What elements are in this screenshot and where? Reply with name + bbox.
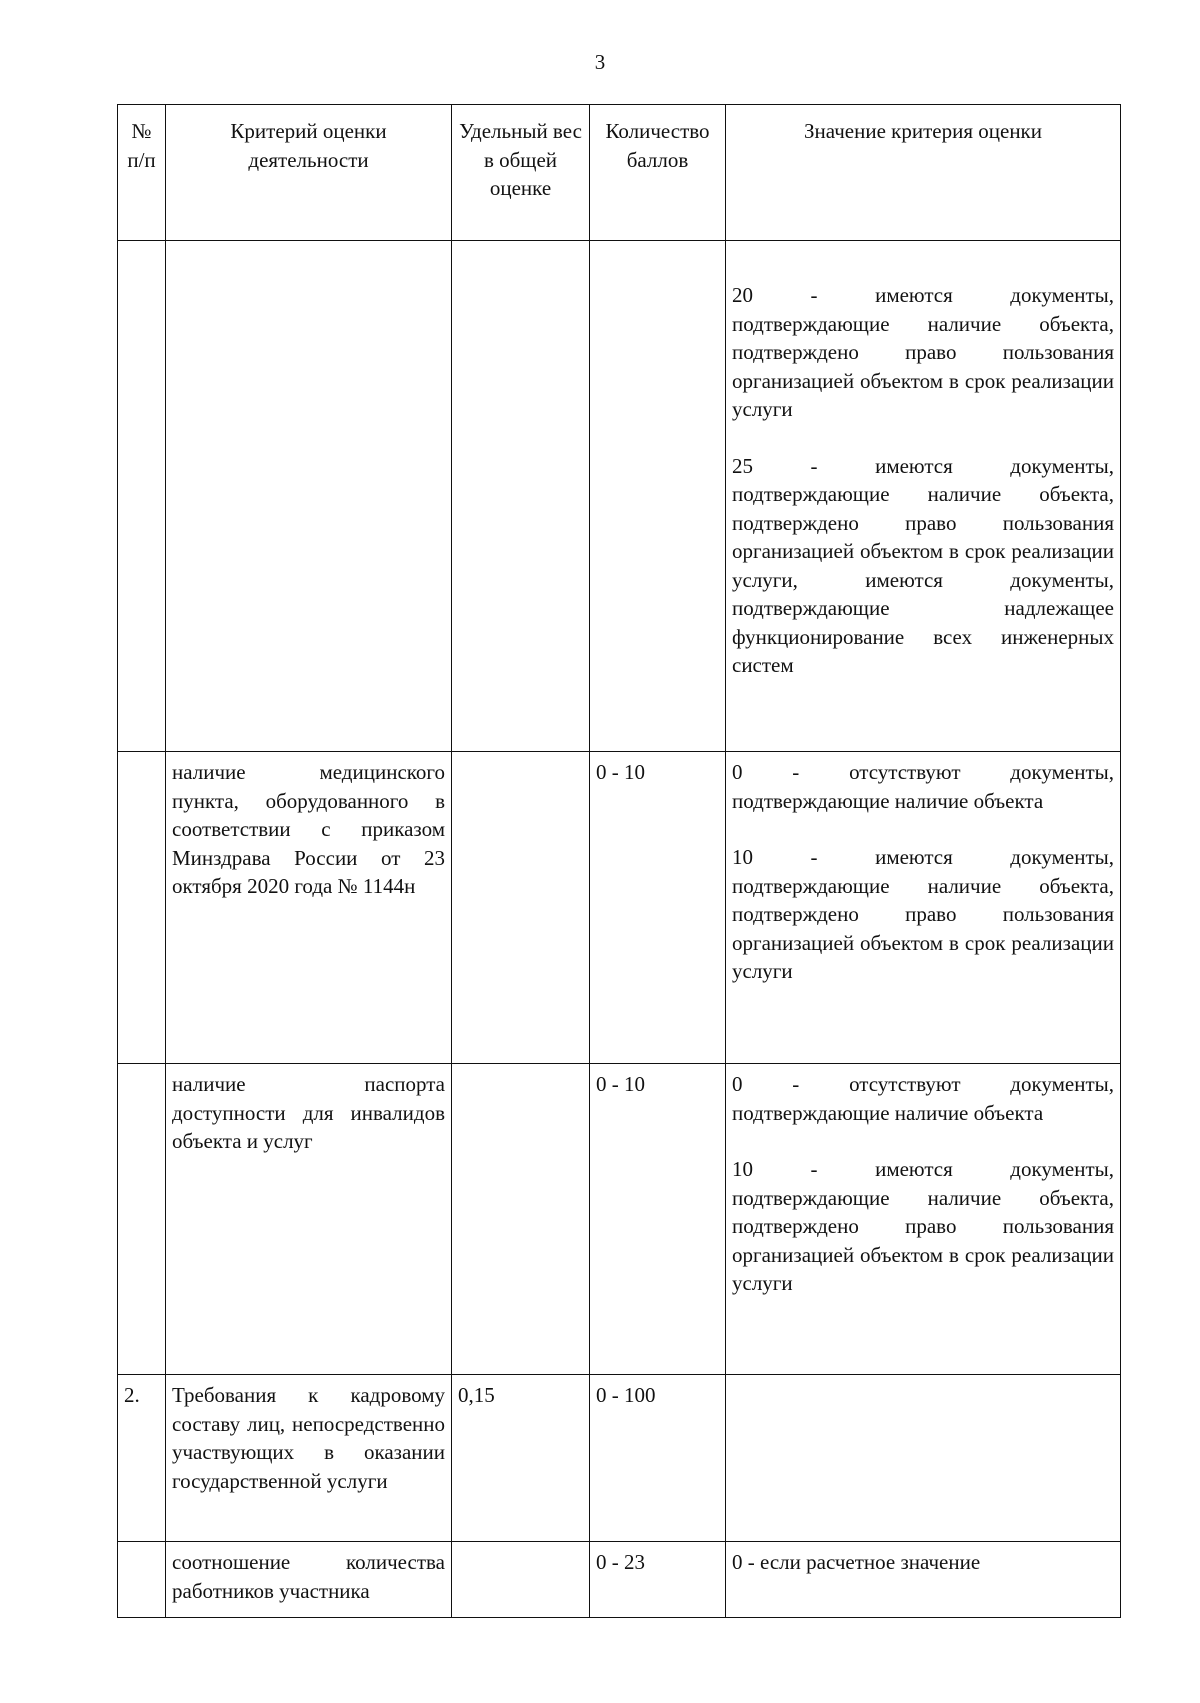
row-points: 0 - 10 (590, 752, 726, 1064)
header-value: Значение критерия оценки (726, 105, 1121, 241)
row-weight: 0,15 (452, 1375, 590, 1542)
row-criterion: наличие медицинского пункта, оборудованного в соответствии с приказом Минздрава России от 23 октября 2020 года № 1144н (166, 752, 452, 1064)
row-weight (452, 752, 590, 1064)
row-criterion: Требования к кадровому составу лиц, непосредственно участвующих в оказании государственной услуги (166, 1375, 452, 1542)
row-points: 0 - 100 (590, 1375, 726, 1542)
row-value (726, 241, 1121, 752)
row-number (118, 241, 166, 752)
page-number: 3 (594, 50, 606, 74)
row-criterion (166, 241, 452, 752)
value-paragraph: 0 - если расчетное значение (732, 1550, 981, 1574)
row-weight (452, 241, 590, 752)
row-number (118, 752, 166, 1064)
row-value (726, 752, 1121, 1064)
row-criterion (166, 1542, 452, 1618)
value-paragraph: 10 - имеются документы, подтверждающие наличие объекта, подтверждено право пользования организацией объектом в срок реализации услуги (732, 845, 1114, 983)
header-points: Количество баллов (590, 105, 726, 241)
header-weight: Удельный вес в общей оценке (452, 105, 590, 241)
table-row (118, 241, 1121, 752)
header-number: № п/п (118, 105, 166, 241)
table-header-row (118, 105, 1121, 241)
value-paragraph: 25 - имеются документы, подтверждающие наличие объекта, подтверждено право пользования организацией объектом в срок реализации услуги, имеются документы, подтверждающие надлежащее функционирование всех инженерных систем (732, 453, 1114, 677)
table-row (118, 1064, 1121, 1375)
row-points (590, 241, 726, 752)
row-value (726, 1064, 1121, 1375)
criteria-table (117, 104, 1121, 1618)
table-row (118, 1375, 1121, 1542)
row-points: 0 - 23 (590, 1542, 726, 1618)
row-number: 2. (118, 1375, 166, 1542)
row-weight (452, 1542, 590, 1618)
row-number (118, 1064, 166, 1375)
value-paragraph: 20 - имеются документы, подтверждающие наличие объекта, подтверждено право пользования организацией объектом в срок реализации услуги (732, 283, 1114, 421)
row-value (726, 1375, 1121, 1542)
row-value (726, 1542, 1121, 1618)
row-weight (452, 1064, 590, 1375)
value-paragraph: 10 - имеются документы, подтверждающие наличие объекта, подтверждено право пользования организацией объектом в срок реализации услуги (732, 1157, 1114, 1295)
header-criterion: Критерий оценки деятельности (166, 105, 452, 241)
row-criterion-text: соотношение количества работников участника (172, 1550, 445, 1603)
row-number (118, 1542, 166, 1618)
table-row (118, 1542, 1121, 1618)
value-paragraph: 0 - отсутствуют документы, подтверждающие наличие объекта (732, 1072, 1114, 1125)
row-criterion: наличие паспорта доступности для инвалидов объекта и услуг (166, 1064, 452, 1375)
table-row (118, 752, 1121, 1064)
row-points: 0 - 10 (590, 1064, 726, 1375)
value-paragraph: 0 - отсутствуют документы, подтверждающие наличие объекта (732, 760, 1114, 813)
